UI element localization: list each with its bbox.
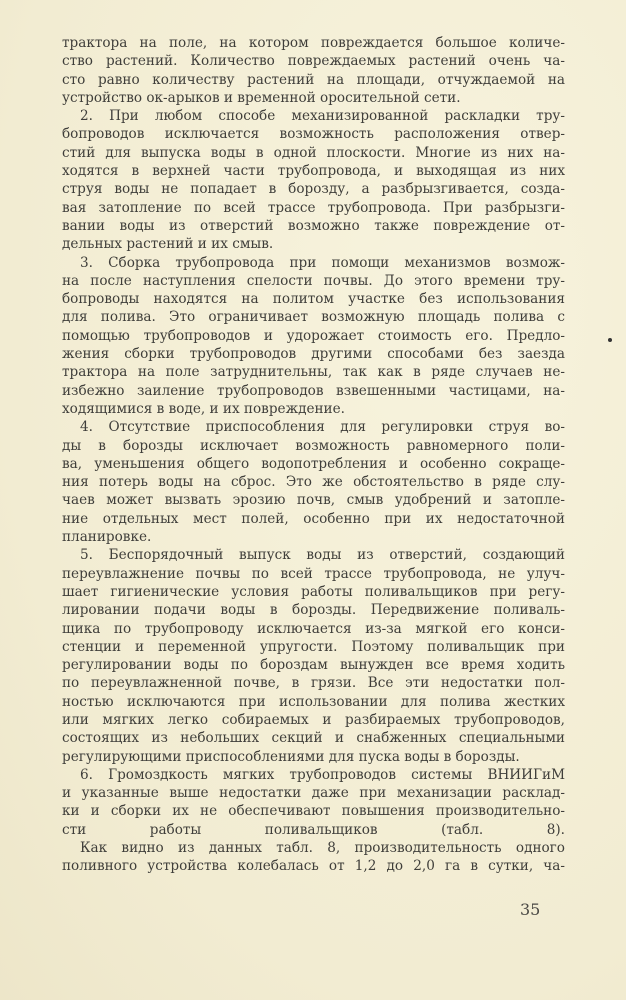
text-line: помощью трубопроводов и удорожает стоимость его. Предло- — [62, 327, 565, 344]
text-line: переувлажнение почвы по всей трассе трубопровода, не улуч- — [62, 565, 565, 582]
text-line: 2. При любом способе механизированной раскладки тру- — [80, 108, 565, 125]
text-line: вании воды из отверстий возможно также повреждение от- — [62, 217, 565, 234]
text-line: ностью исключаются при использовании для полива жестких — [62, 693, 565, 710]
text-line: вая затопление по всей трассе трубопровода. При разбрызги- — [62, 199, 565, 216]
paragraph — [62, 839, 565, 876]
paragraph — [62, 418, 565, 546]
text-line: планировке. — [62, 529, 152, 546]
text-line: ходятся в верхней части трубопровода, и выходящая из них — [62, 163, 565, 180]
text-line: ние отдельных мест полей, особенно при их недостаточной — [62, 510, 565, 527]
text-line: и указанные выше недостатки даже при механизации расклад- — [62, 785, 565, 802]
text-line: Как видно из данных табл. 8, производительность одного — [80, 840, 565, 857]
text-line: чаев может вызвать эрозию почв, смыв удобрений и затопле- — [62, 492, 565, 509]
scan-speck — [608, 338, 612, 342]
text-line: состоящих из небольших секций и снабженных специальными — [62, 730, 565, 747]
text-line: сти работы поливальщиков (табл. 8). — [62, 821, 565, 838]
text-line: ния потерь воды на сброс. Это же обстоятельство в ряде слу- — [62, 474, 565, 491]
text-line: на после наступления спелости почвы. До этого времени тру- — [62, 272, 565, 289]
text-line: или мягких легко собираемых и разбираемых трубопроводов, — [62, 711, 565, 728]
text-line: 5. Беспорядочный выпуск воды из отверстий, создающий — [80, 547, 565, 564]
text-line: струя воды не попадает в борозду, а разбрызгивается, созда- — [62, 181, 565, 198]
text-line: сто равно количеству растений на площади, отчуждаемой на — [62, 71, 565, 88]
text-line: бопроводов исключается возможность расположения отвер- — [62, 126, 565, 143]
text-line: дельных растений и их смыв. — [62, 236, 274, 253]
text-line: ки и сборки их не обеспечивают повышения производительно- — [62, 803, 565, 820]
text-line: регулирующими приспособлениями для пуска воды в борозды. — [62, 748, 520, 765]
text-line: избежно заиление трубопроводов взвешенными частицами, на- — [62, 382, 565, 399]
text-line: лировании подачи воды в борозды. Передвижение поливаль- — [62, 602, 565, 619]
text-line: 4. Отсутствие приспособления для регулировки струя во- — [80, 419, 565, 436]
text-line: стенции и переменной упругости. Поэтому поливальщик при — [62, 638, 565, 655]
text-line: трактора на поле, на котором повреждается большое количе- — [62, 35, 565, 51]
text-line: щика по трубопроводу исключается из-за мягкой его конси- — [62, 620, 565, 637]
text-line: регулировании воды по бороздам вынужден все время ходить — [62, 657, 565, 674]
text-line: по переувлажненной почве, в грязи. Все эти недостатки пол- — [62, 675, 565, 692]
text-line: жения сборки трубопроводов другими способами без заезда — [62, 346, 565, 363]
paragraph — [62, 34, 565, 107]
page-body-text — [62, 34, 565, 876]
page-number: 35 — [520, 900, 541, 919]
paragraph — [62, 766, 565, 839]
text-line: для полива. Это ограничивает возможную площадь полива с — [62, 309, 565, 326]
paragraph — [62, 546, 565, 766]
text-line: 3. Сборка трубопровода при помощи механизмов возмож- — [80, 254, 565, 271]
text-line: устройство ок-арыков и временной оросительной сети. — [62, 89, 461, 106]
text-line: ды в борозды исключает возможность равномерного поли- — [62, 437, 565, 454]
text-line: стий для выпуска воды в одной плоскости. Многие из них на- — [62, 144, 565, 161]
paragraph — [62, 254, 565, 419]
text-line: ходящимися в воде, и их повреждение. — [62, 400, 345, 417]
text-line: 6. Громоздкость мягких трубопроводов системы ВНИИГиМ — [80, 766, 565, 783]
text-line: шает гигиенические условия работы поливальщиков при регу- — [62, 583, 565, 600]
text-line: ва, уменьшения общего водопотребления и особенно сокраще- — [62, 455, 565, 472]
text-line: поливного устройства колебалась от 1,2 до 2,0 га в сутки, ча- — [62, 858, 565, 875]
text-line: бопроводы находятся на политом участке без использования — [62, 291, 565, 308]
text-line: ство растений. Количество повреждаемых растений очень ча- — [62, 53, 565, 70]
text-line: трактора на поле затруднительны, так как в ряде случаев не- — [62, 364, 565, 381]
paragraph — [62, 107, 565, 253]
